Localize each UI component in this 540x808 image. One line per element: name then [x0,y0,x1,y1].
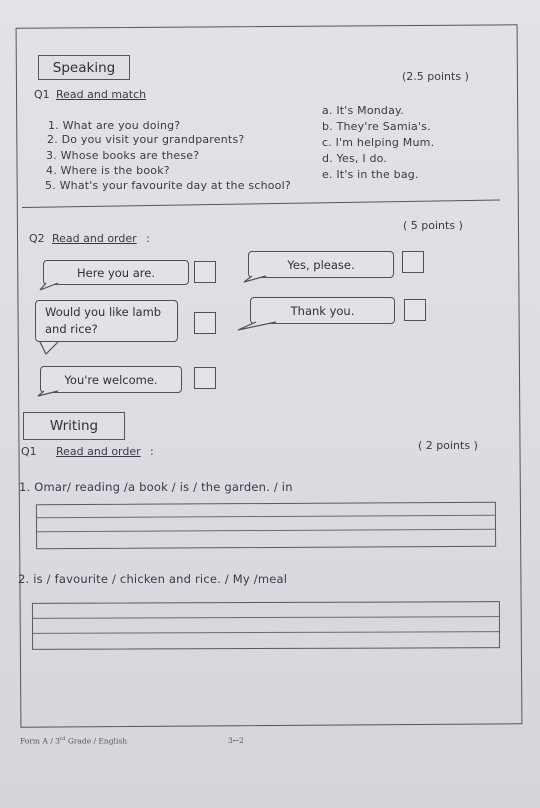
q2-number: Q2 [29,232,45,245]
speaking-points: (2.5 points ) [402,70,469,83]
match-question-4: 4. Where is the book? [46,164,170,177]
bubble-text-lamb-line1: Would you like lamb [45,305,162,319]
writing-heading-box [23,412,125,440]
speech-bubble-here-you-are [43,260,189,285]
match-answer-e: e. It's in the bag. [322,168,419,181]
bubble-text-yes-please: Yes, please. [287,257,355,272]
match-question-2: 2. Do you visit your grandparents? [47,133,245,146]
writing-item-1: 1. Omar/ reading /a book / is / the garden. / in [19,480,293,494]
bubble-text-here-you-are: Here you are. [77,265,155,280]
speech-bubble-youre-welcome [40,366,182,393]
q2-colon: : [146,232,150,245]
order-box-5[interactable] [194,367,216,389]
writing-points: ( 2 points ) [418,439,478,452]
q1-label: Read and match [56,88,147,101]
speech-bubble-thank-you [250,297,395,324]
bubble-text-thank-you: Thank you. [290,303,355,318]
speech-bubble-lamb-rice [35,300,178,342]
match-answer-a: a. It's Monday. [322,104,404,117]
q2-label: Read and order [52,232,137,245]
q2-points: ( 5 points ) [403,219,463,232]
writing-heading: Writing [49,418,99,434]
writing-q1-number: Q1 [21,445,37,458]
speech-bubble-yes-please [248,251,394,278]
q1-number: Q1 [34,88,50,101]
answer-lines-1[interactable] [36,502,496,549]
writing-q1-colon: : [150,445,154,458]
match-answer-c: c. I'm helping Mum. [322,136,435,149]
speaking-heading-box [38,55,130,80]
order-box-1[interactable] [194,261,216,283]
bubble-text-lamb-line2: and rice? [45,322,98,336]
speaking-heading: Speaking [52,59,116,76]
order-box-4[interactable] [404,299,426,321]
answer-lines-2[interactable] [32,601,500,650]
writing-q1-label: Read and order [56,445,141,458]
footer-form: Form A / 3rd Grade / English [20,736,128,746]
order-box-3[interactable] [194,312,216,334]
order-box-2[interactable] [402,251,424,273]
match-answer-b: b. They're Samia's. [322,120,431,133]
writing-item-2: 2. is / favourite / chicken and rice. / My /meal [18,572,288,586]
match-answer-d: d. Yes, I do. [322,152,388,165]
match-question-3: 3. Whose books are these? [46,149,200,162]
footer-page: 3←2 [228,736,244,745]
match-question-5: 5. What's your favourite day at the school? [45,179,291,192]
match-question-1: 1. What are you doing? [48,119,181,132]
bubble-text-youre-welcome: You're welcome. [64,372,158,387]
